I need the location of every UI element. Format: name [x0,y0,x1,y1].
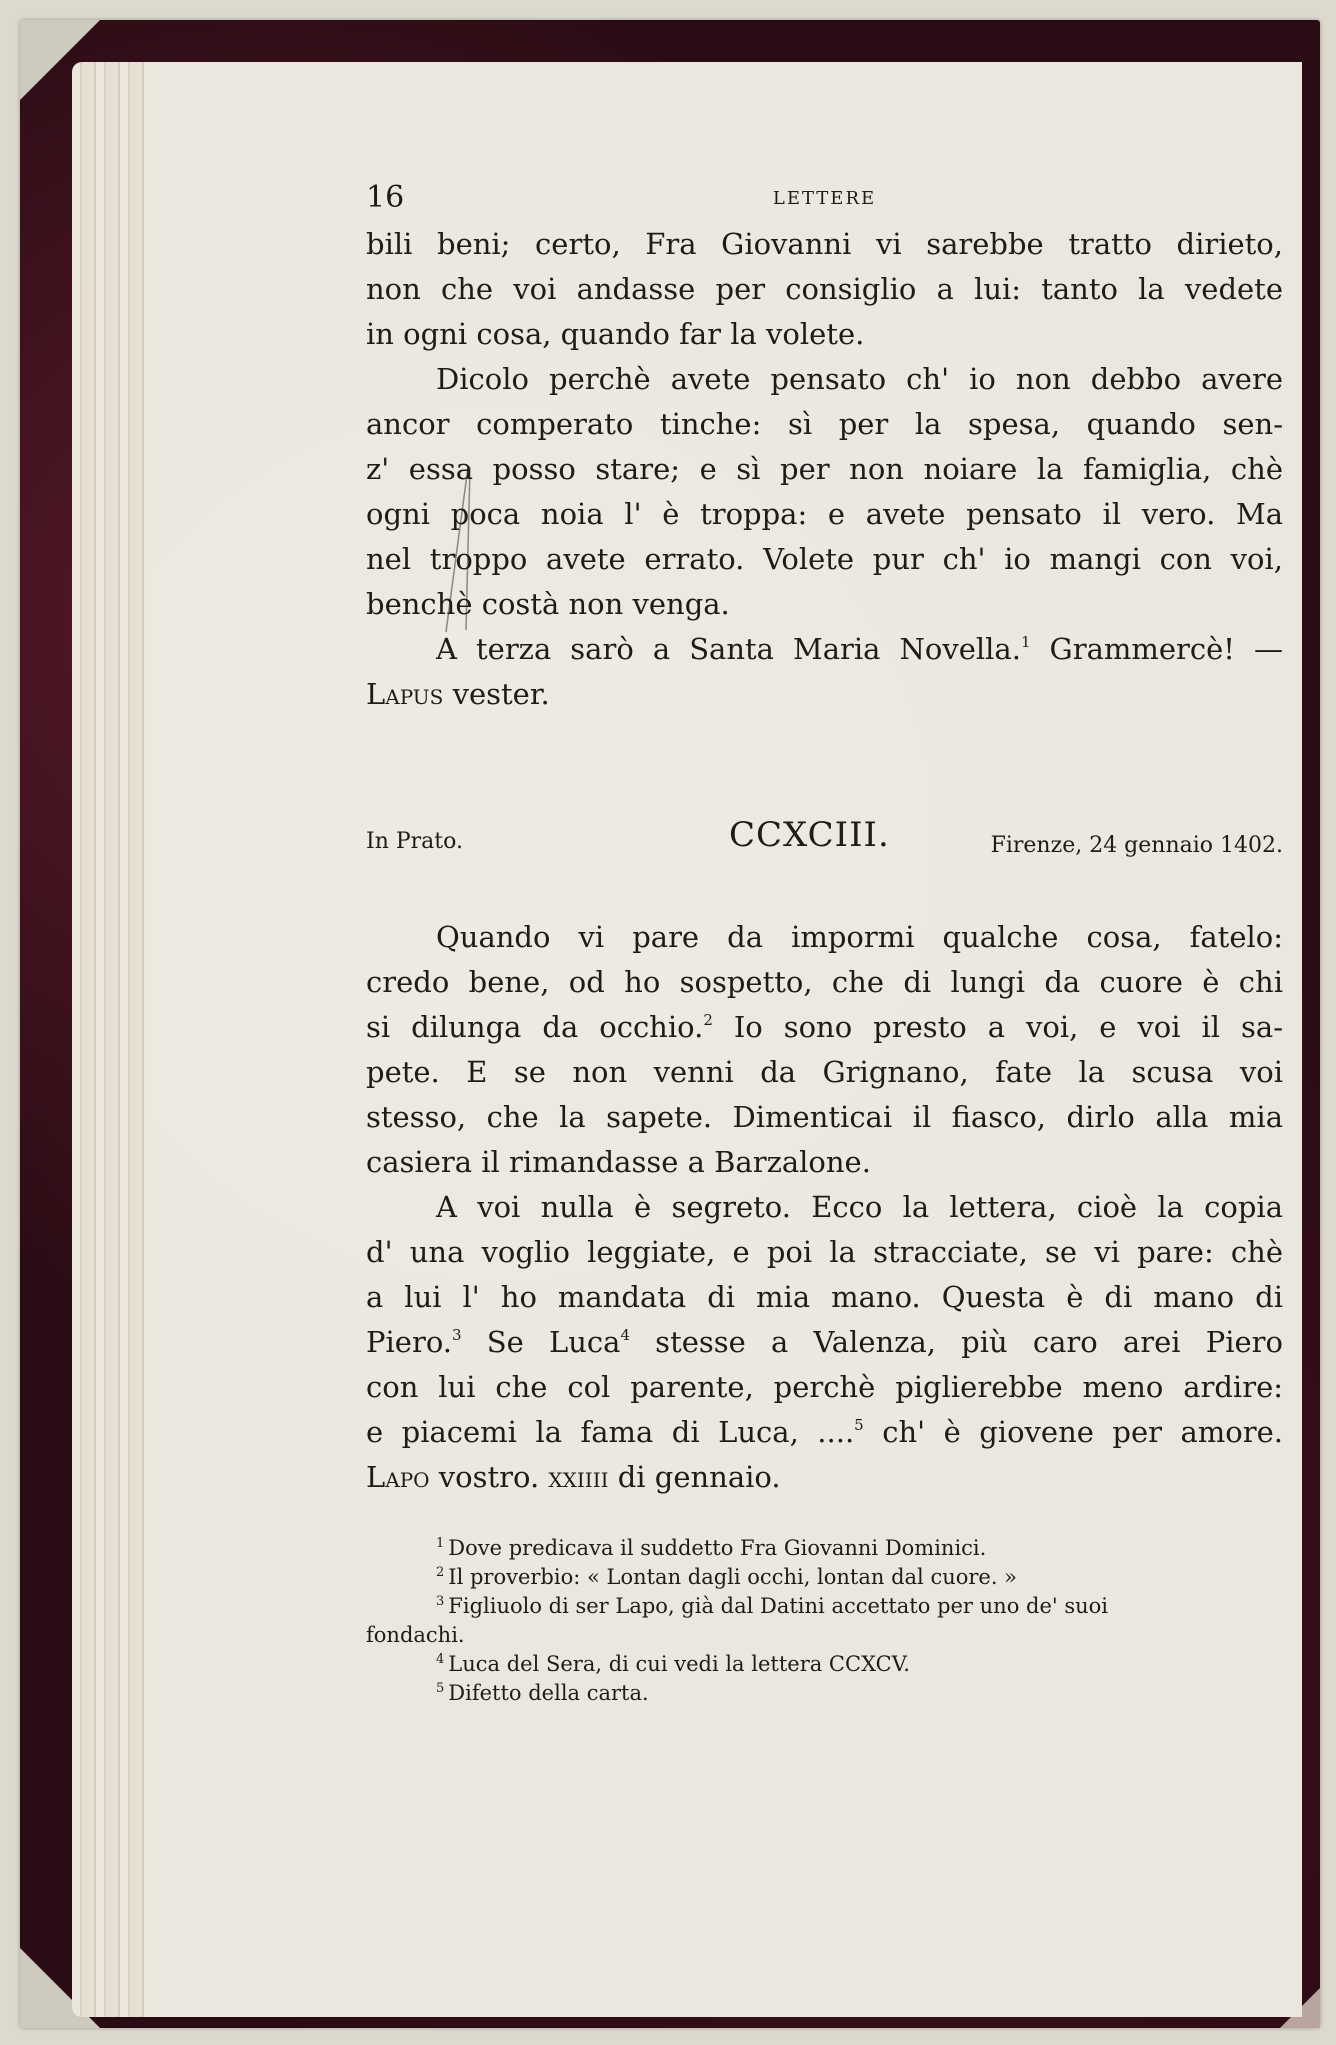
text-line: ancor comperato tinche: sì per la spesa, quando sen- [366,407,1283,441]
text-span: stesse a Valenza, più caro arei Piero [629,1325,1283,1359]
footnote [366,1592,1283,1621]
footnotes [366,1534,1283,1708]
text-line: d' una voglio leggiate, e poi la stracciate, se vi pare: chè [366,1235,1283,1269]
footnote-number: 3 [436,1594,445,1609]
footnote-ref[interactable]: 3 [451,1326,462,1344]
text-line: stesso, che la sapete. Dimenticai il fiasco, dirlo alla mia [366,1100,1283,1134]
text-line [366,627,1283,672]
signature-name: Lapus [366,677,444,711]
text-line: a lui l' ho mandata di mia mano. Questa è di mano di [366,1280,1283,1314]
footnote-ref[interactable]: 5 [854,1416,864,1434]
text-span: e piacemi la fama di Luca, .... [366,1415,855,1449]
letter-body [366,915,1283,1500]
book-page [150,62,1302,2017]
text-line: benchè costà non venga. [366,587,730,621]
text-line: Dicolo perchè avete pensato ch' io non debbo avere [436,362,1283,396]
signature-name: Lapo [366,1460,430,1494]
text-span: Se Luca [461,1325,621,1359]
footnote-number: 5 [436,1681,445,1696]
text-span: vostro. [429,1460,549,1494]
text-span: Io sono presto a voi, e voi il sa- [712,1010,1283,1044]
letter-date: Firenze, 24 gennaio 1402. [990,833,1283,858]
text-line: bili beni; certo, Fra Giovanni vi sarebbe tratto dirieto, [366,227,1283,261]
signature-line [366,672,1283,717]
footnote-ref[interactable]: 1 [1020,633,1031,651]
text-line: in ogni cosa, quando far la volete. [366,317,865,351]
footnote-text: Dove predicava il suddetto Fra Giovanni Dominici. [448,1536,987,1560]
footnote-continuation: fondachi. [366,1623,465,1647]
text-span: A terza sarò a Santa Maria Novella. [436,632,1021,666]
letter-place: In Prato. [366,829,463,854]
footnote [366,1563,1283,1592]
text-span: ch' è giovene per amore. [863,1415,1283,1449]
running-head [366,180,1283,220]
footnote-number: 1 [436,1536,445,1551]
text-span: si dilunga da occhio. [366,1010,704,1044]
text-span: di gennaio. [608,1460,781,1494]
paragraph [366,222,1283,357]
text-span: Grammercè! — [1030,632,1283,666]
signature-day: xxiiii [548,1460,609,1494]
running-title: LETTERE [772,188,877,209]
closing-paragraph [366,627,1283,717]
footnote-text: Figliuolo di ser Lapo, già dal Datini accettato per uno de' suoi [448,1594,1108,1618]
footnote-text: Il proverbio: « Lontan dagli occhi, lontan dal cuore. » [448,1565,1018,1589]
text-line [366,1320,1283,1365]
text-line [366,1410,1283,1455]
footnote [366,1534,1283,1563]
paragraph [366,357,1283,627]
footnote-ref[interactable]: 4 [620,1326,630,1344]
text-line: casiera il rimandasse a Barzalone. [366,1145,871,1179]
text-block [366,180,1283,1708]
text-line [366,1005,1283,1050]
letter-header [366,815,1283,875]
paragraph [366,1185,1283,1500]
footnote [366,1650,1283,1679]
text-line: z' essa posso stare; e sì per non noiare la famiglia, chè [366,452,1283,486]
text-line: pete. E se non venni da Grignano, fate la scusa voi [366,1055,1283,1089]
text-line: A voi nulla è segreto. Ecco la lettera, cioè la copia [436,1190,1283,1224]
footnote-number: 4 [436,1652,445,1667]
page-edges [72,62,162,2017]
text-line: Quando vi pare da impormi qualche cosa, fatelo: [436,920,1283,954]
text-line: nel troppo avete errato. Volete pur ch' io mangi con voi, [366,542,1283,576]
footnote-text: Luca del Sera, di cui vedi la lettera CCXCV. [448,1652,910,1676]
page-number: 16 [366,180,405,215]
text-line: con lui che col parente, perchè piglierebbe meno ardire: [366,1370,1283,1404]
signature-line [366,1455,1283,1500]
footnote-ref[interactable]: 2 [703,1011,713,1029]
text-line: non che voi andasse per consiglio a lui: tanto la vedete [366,272,1283,306]
text-span: vester. [443,677,550,711]
letter-number: CCXCIII. [729,815,890,855]
continuation-text [366,222,1283,717]
text-span: Piero. [366,1325,452,1359]
footnote [366,1679,1283,1708]
footnote-text: Difetto della carta. [448,1681,649,1705]
text-line: ogni poca noia l' è troppa: e avete pensato il vero. Ma [366,497,1283,531]
paragraph [366,915,1283,1185]
footnote-number: 2 [436,1565,445,1580]
text-line: credo bene, od ho sospetto, che di lungi da cuore è chi [366,965,1283,999]
